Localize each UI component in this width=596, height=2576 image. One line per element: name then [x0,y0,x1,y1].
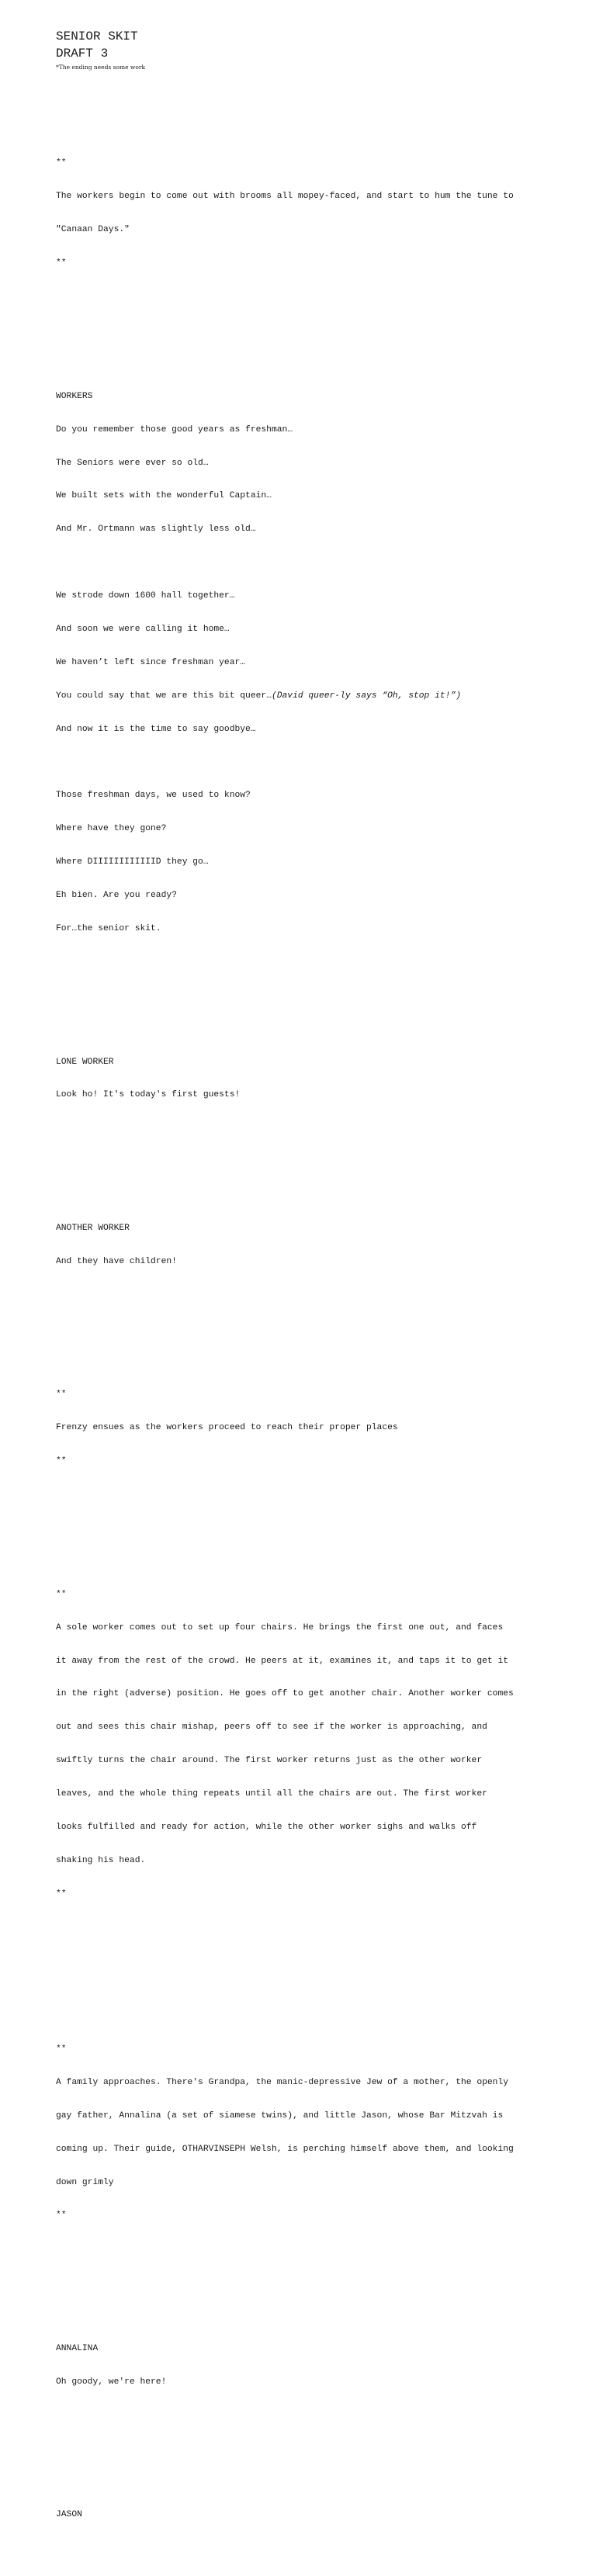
direction-marker: ** [56,2044,67,2054]
speaker-name: ANNALINA [56,2343,99,2353]
stage-direction-opening [56,136,576,291]
direction-text-line: The workers begin to come out with brooms all mopey-faced, and start to hum the tune to [56,192,514,202]
dialogue-line: Oh goody, we're here! [56,2377,167,2387]
lyric-aside: (David queer-ly says “Oh, stop it!”) [271,691,462,701]
direction-text-line: it away from the rest of the crowd. He peers at it, examines it, and taps it to get it [56,1656,509,1666]
direction-text-line: leaves, and the whole thing repeats until all the chairs are out. The first worker [56,1789,487,1799]
dialogue-line: Look ho! It's today's first guests! [56,1090,241,1100]
direction-marker: ** [56,1589,67,1599]
author-note: *The ending needs some work [56,64,145,71]
direction-text-line: gay father, Annalina (a set of siamese twins), and little Jason, whose Bar Mitzvah is [56,2110,504,2121]
lyric-line [56,691,576,701]
direction-text-line: in the right (adverse) position. He goes off to get another chair. Another worker comes [56,1689,514,1699]
speaker-name: JASON [56,2510,82,2520]
lyric-line: And now it is the time to say goodbye… [56,724,256,734]
lyric-line: We strode down 1600 hall together… [56,591,235,601]
lyric-line: We built sets with the wonderful Captain… [56,491,272,501]
script-page [56,28,576,2576]
direction-marker: ** [56,258,67,268]
direction-marker: ** [56,1456,67,1466]
direction-text-line: Frenzy ensues as the workers proceed to reach their proper places [56,1423,398,1433]
title-line-1: SENIOR SKIT [56,29,138,43]
lyric-line: And Mr. Ortmann was slightly less old… [56,525,256,535]
lyric-line: Those freshman days, we used to know? [56,791,251,801]
lyric-line: We haven’t left since freshman year… [56,657,246,667]
speaker-name: WORKERS [56,391,93,401]
title-line-2: DRAFT 3 [56,47,109,61]
lyric-line: Where DIIIIIIIIIIIID they go… [56,857,209,867]
direction-text-line: shaking his head. [56,1855,146,1865]
direction-text-line: out and sees this chair mishap, peers off to see if the worker is approaching, and [56,1723,487,1733]
dialogue-line: And they have children! [56,1256,177,1266]
dialogue-another-worker [56,1200,576,1289]
dialogue-lone-worker [56,1034,576,1123]
lyric-line: For…the senior skit. [56,923,161,933]
lyric-line: Do you remember those good years as freshman… [56,424,293,435]
stage-direction-chairs [56,1567,576,1922]
lyric-text: You could say that we are this bit queer… [56,691,272,701]
dialogue-jason [56,2488,576,2543]
speaker-name: LONE WORKER [56,1057,114,1067]
lyric-line: And soon we were calling it home… [56,624,230,634]
direction-marker: ** [56,158,67,168]
direction-text-line: "Canaan Days." [56,225,130,235]
stage-direction-family [56,2021,576,2243]
direction-text-line: coming up. Their guide, OTHARVINSEPH Welsh, is perching himself above them, and looking [56,2144,514,2154]
direction-marker: ** [56,1889,67,1899]
stage-direction-frenzy [56,1367,576,1489]
lyric-line: Eh bien. Are you ready? [56,891,177,901]
lyric-line: The Seniors were ever so old… [56,458,209,468]
dialogue-annalina [56,2321,576,2409]
speaker-name: ANOTHER WORKER [56,1223,130,1233]
direction-text-line: swiftly turns the chair around. The first worker returns just as the other worker [56,1756,483,1766]
song-workers [56,369,576,957]
direction-text-line: A family approaches. There's Grandpa, the manic-depressive Jew of a mother, the openly [56,2077,509,2087]
direction-marker: ** [56,2211,67,2221]
document-header [56,28,576,71]
direction-text-line: looks fulfilled and ready for action, while the other worker sighs and walks off [56,1823,477,1833]
script-body [56,102,576,2576]
direction-text-line: A sole worker comes out to set up four chairs. He brings the first one out, and faces [56,1622,504,1633]
lyric-line: Where have they gone? [56,824,167,834]
direction-text-line: down grimly [56,2177,114,2187]
direction-marker: ** [56,1390,67,1400]
